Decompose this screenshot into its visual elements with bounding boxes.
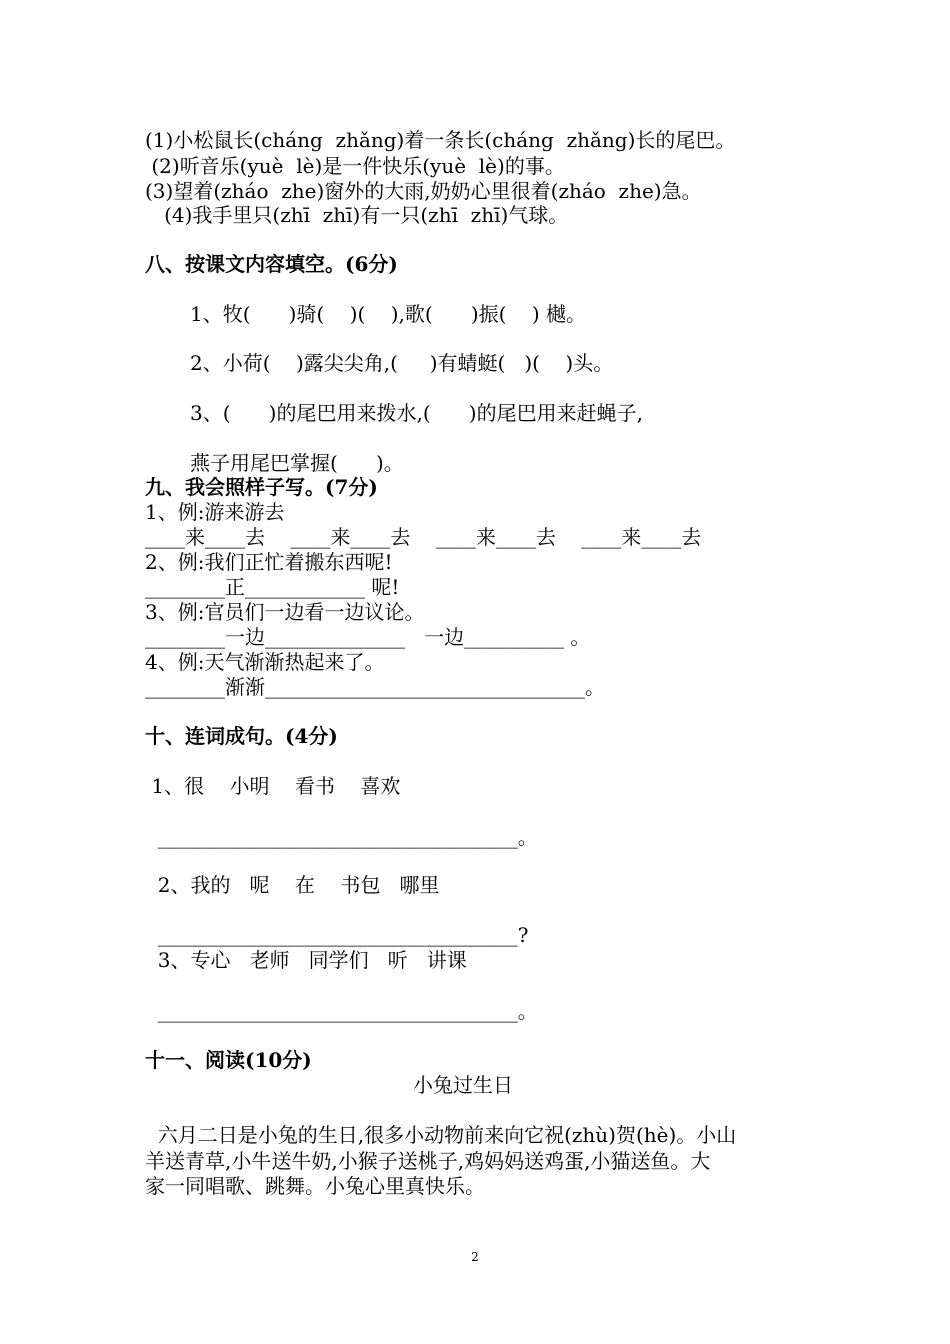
word-group-2: 2、我的 呢 在 书包 哪里 bbox=[145, 873, 440, 897]
answer-line-4: ________渐渐________________________________。 bbox=[145, 675, 605, 699]
fill-blank-item-2: 2、小荷( )露尖尖角,( )有蜻蜓( )( )头。 bbox=[190, 351, 614, 375]
answer-line-1: ____来____去 ____来____去 ____来____去 ____来____去 bbox=[145, 525, 702, 549]
example-1: 1、例:游来游去 bbox=[145, 500, 285, 524]
pinyin-item-4: (4)我手里只(zhī zhī)有一只(zhī zhī)气球。 bbox=[145, 203, 569, 227]
page-number: 2 bbox=[471, 1250, 479, 1264]
example-2: 2、例:我们正忙着搬东西呢! bbox=[145, 550, 393, 574]
fill-blank-item-3-cont: 燕子用尾巴掌握( )。 bbox=[190, 451, 404, 475]
sentence-line-1: ____________________________________。 bbox=[145, 825, 538, 849]
section-11-title: 十一、阅读(10分) bbox=[145, 1048, 312, 1072]
pinyin-item-2: (2)听音乐(yuè lè)是一件快乐(yuè lè)的事。 bbox=[145, 154, 565, 178]
example-3: 3、例:官员们一边看一边议论。 bbox=[145, 600, 425, 624]
story-line-3: 家一同唱歌、跳舞。小兔心里真快乐。 bbox=[145, 1174, 485, 1198]
sentence-line-3: ____________________________________。 bbox=[145, 999, 538, 1023]
fill-blank-item-3: 3、( )的尾巴用来拨水,( )的尾巴用来赶蝇子, bbox=[190, 401, 643, 425]
pinyin-item-3: (3)望着(zháo zhe)窗外的大雨,奶奶心里很着(zháo zhe)急。 bbox=[145, 179, 702, 203]
answer-line-3: ________一边______________ 一边__________ 。 bbox=[145, 625, 591, 649]
fill-blank-item-1: 1、牧( )骑( )( ),歌( )振( ) 樾。 bbox=[190, 302, 587, 326]
story-line-2: 羊送青草,小牛送牛奶,小猴子送桃子,鸡妈妈送鸡蛋,小猫送鱼。大 bbox=[145, 1149, 711, 1173]
answer-line-2: ________正____________ 呢! bbox=[145, 575, 400, 599]
word-group-1: 1、很 小明 看书 喜欢 bbox=[145, 774, 401, 798]
pinyin-item-1: (1)小松鼠长(cháng zhǎng)着一条长(cháng zhǎng)长的尾巴。 bbox=[145, 128, 736, 152]
sentence-line-2: ____________________________________? bbox=[145, 923, 529, 947]
section-9-title: 九、我会照样子写。(7分) bbox=[145, 475, 378, 499]
story-line-1: 六月二日是小兔的生日,很多小动物前来向它祝(zhù)贺(hè)。小山 bbox=[145, 1123, 737, 1147]
section-10-title: 十、连词成句。(4分) bbox=[145, 724, 338, 748]
story-title: 小兔过生日 bbox=[413, 1073, 513, 1097]
word-group-3: 3、专心 老师 同学们 听 讲课 bbox=[145, 948, 467, 972]
section-8-title: 八、按课文内容填空。(6分) bbox=[145, 252, 398, 276]
example-4: 4、例:天气渐渐热起来了。 bbox=[145, 650, 385, 674]
